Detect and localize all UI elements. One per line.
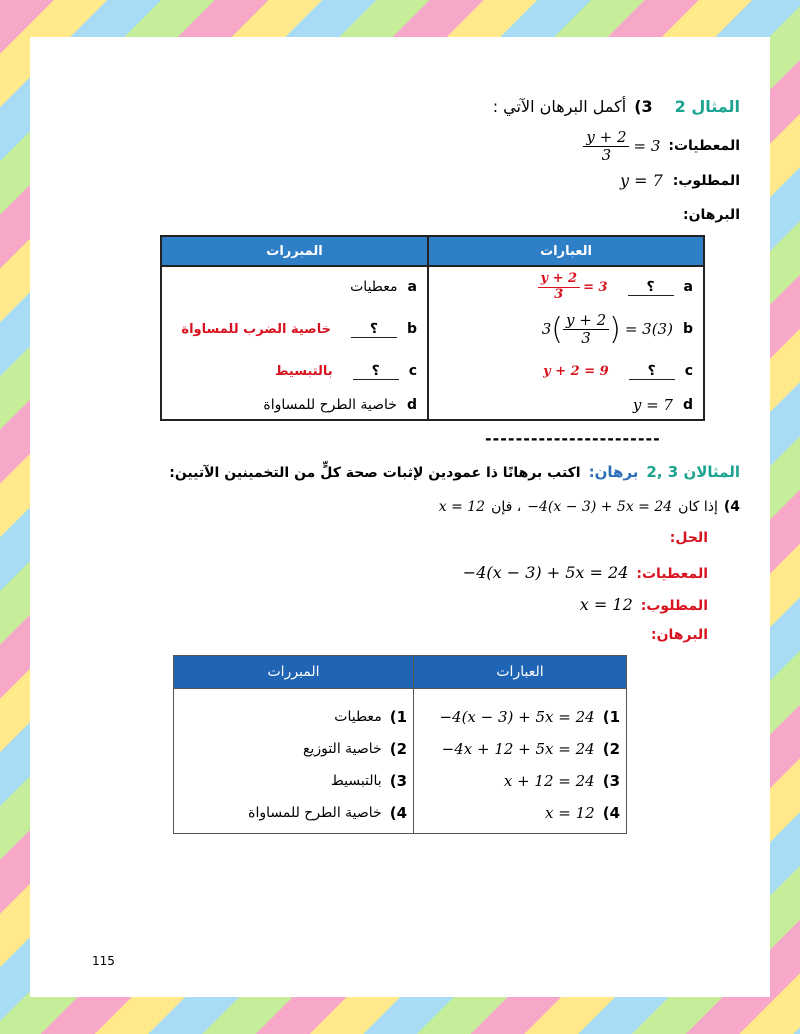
given2-expr: −4(x − 3) + 5x = 24 bbox=[462, 563, 629, 582]
question-4-number: 4) bbox=[723, 499, 740, 515]
reasons2-column bbox=[174, 689, 414, 834]
statement-d bbox=[429, 391, 703, 419]
page-number: 115 bbox=[92, 954, 115, 968]
row-number: 3) bbox=[602, 772, 620, 790]
row-number: 1) bbox=[389, 708, 407, 726]
question-4-result: x = 12 bbox=[438, 499, 486, 515]
solution-label: الحل: bbox=[669, 530, 708, 546]
proof-table-1 bbox=[160, 235, 705, 421]
required-expr: y = 7 bbox=[619, 171, 663, 190]
blank: ؟ bbox=[629, 363, 675, 380]
row-number: 4) bbox=[602, 804, 620, 822]
blank: ؟ bbox=[351, 321, 397, 338]
row-number: 2) bbox=[602, 740, 620, 758]
given-label: المعطيات: bbox=[668, 138, 740, 154]
statement2-expr: −4(x − 3) + 5x = 24 bbox=[439, 708, 595, 726]
reason2-text: بالتبسيط bbox=[330, 773, 382, 789]
given-denominator: 3 bbox=[601, 145, 612, 164]
statement2-row bbox=[414, 765, 626, 797]
statement-b-expr: 3 ( $\frac{y + 2}{3}$ ) = 3(3) bbox=[541, 311, 673, 347]
reason-letter: d bbox=[406, 397, 417, 413]
question-4-equation: −4(x − 3) + 5x = 24 bbox=[527, 499, 673, 515]
blank: ؟ bbox=[353, 363, 399, 380]
reason2-row bbox=[174, 797, 413, 829]
reason-d bbox=[162, 391, 427, 419]
statement2-expr: x = 12 bbox=[545, 804, 595, 822]
given2-label: المعطيات: bbox=[636, 566, 708, 582]
coefficient: 3 bbox=[541, 320, 552, 338]
reasons-header: المبررات bbox=[161, 236, 428, 266]
row-number: 2) bbox=[389, 740, 407, 758]
question-4 bbox=[439, 499, 740, 515]
row-number: 1) bbox=[602, 708, 620, 726]
statement2-row bbox=[414, 733, 626, 765]
statements-header: العبارات bbox=[428, 236, 704, 266]
row-number: 3) bbox=[389, 772, 407, 790]
statement-rhs: = 3 bbox=[583, 279, 608, 295]
statement2-expr: x + 12 = 24 bbox=[503, 772, 595, 790]
statement-a bbox=[429, 267, 703, 307]
fraction-denominator: 3 bbox=[554, 286, 564, 302]
given-equation bbox=[583, 129, 660, 163]
statement-c-expr: y + 2 = 9 bbox=[543, 363, 609, 379]
example2-header bbox=[169, 463, 740, 481]
reason-b bbox=[162, 307, 427, 351]
statement2-row bbox=[414, 797, 626, 829]
reason2-text: خاصية الطرح للمساواة bbox=[248, 805, 382, 821]
required-line bbox=[620, 171, 740, 190]
blank: ؟ bbox=[628, 279, 674, 296]
statement-letter: d bbox=[682, 397, 693, 413]
reason-letter: b bbox=[406, 321, 417, 337]
reason-letter: a bbox=[407, 279, 417, 295]
statements-column bbox=[428, 266, 704, 420]
statement-b bbox=[429, 307, 703, 351]
fraction-numerator: y + 2 bbox=[563, 312, 609, 330]
statement-letter: a bbox=[683, 279, 693, 295]
proof2-label: البرهان: bbox=[651, 627, 708, 643]
reasons2-header: المبررات bbox=[174, 656, 414, 689]
required2-expr: x = 12 bbox=[579, 595, 633, 614]
reason2-text: معطيات bbox=[334, 709, 382, 725]
reason2-text: خاصية التوزيع bbox=[302, 741, 382, 757]
given2-line bbox=[463, 563, 708, 582]
statement-a-expr bbox=[538, 272, 608, 302]
statement-c bbox=[429, 351, 703, 391]
required-label: المطلوب: bbox=[672, 172, 740, 189]
question-number: 3) bbox=[634, 97, 653, 116]
example1-label: المثال 2 bbox=[674, 97, 740, 116]
reason-a bbox=[162, 267, 427, 307]
statement2-row bbox=[414, 701, 626, 733]
reasons-column bbox=[161, 266, 428, 420]
example2-tag: برهان: bbox=[588, 463, 639, 481]
required2-line bbox=[580, 595, 708, 614]
reason2-row bbox=[174, 765, 413, 797]
reason-c bbox=[162, 351, 427, 391]
required2-label: المطلوب: bbox=[640, 598, 708, 614]
fraction-numerator: y + 2 bbox=[538, 272, 581, 287]
reason-text: معطيات bbox=[350, 279, 398, 295]
reason-text: خاصية الضرب للمساواة bbox=[181, 321, 331, 337]
given-rhs: = 3 bbox=[633, 137, 661, 155]
reason-text: خاصية الطرح للمساواة bbox=[263, 397, 397, 413]
statement-letter: b bbox=[682, 321, 693, 337]
row-number: 4) bbox=[389, 804, 407, 822]
statement-rhs: = 3(3) bbox=[624, 320, 673, 338]
proof-label: البرهان: bbox=[683, 207, 740, 223]
statements2-column bbox=[414, 689, 627, 834]
reason-letter: c bbox=[408, 363, 417, 379]
example2-instruction: اكتب برهانًا ذا عمودين لإثبات صحة كلٍّ من التخمينين الآتيين: bbox=[169, 465, 581, 481]
given-numerator: y + 2 bbox=[583, 129, 629, 147]
reason2-row bbox=[174, 733, 413, 765]
given-line bbox=[583, 129, 740, 163]
statements2-header: العبارات bbox=[414, 656, 627, 689]
question-4-prefix: إذا كان bbox=[678, 499, 718, 515]
fraction-denominator: 3 bbox=[581, 328, 591, 347]
worksheet-page bbox=[30, 37, 770, 997]
divider: ----------------------- bbox=[485, 429, 661, 448]
statement-d-expr: y = 7 bbox=[632, 396, 673, 414]
example1-header bbox=[493, 97, 740, 116]
statement2-expr: −4x + 12 + 5x = 24 bbox=[441, 740, 595, 758]
question-4-mid: ، فإن bbox=[491, 499, 522, 515]
instruction: أكمل البرهان الآتي : bbox=[492, 97, 627, 116]
proof-table-2 bbox=[173, 655, 627, 834]
statement-letter: c bbox=[684, 363, 693, 379]
reason2-row bbox=[174, 701, 413, 733]
example2-label: المثالان 3 ,2 bbox=[646, 463, 740, 481]
reason-text: بالتبسيط bbox=[274, 363, 333, 379]
